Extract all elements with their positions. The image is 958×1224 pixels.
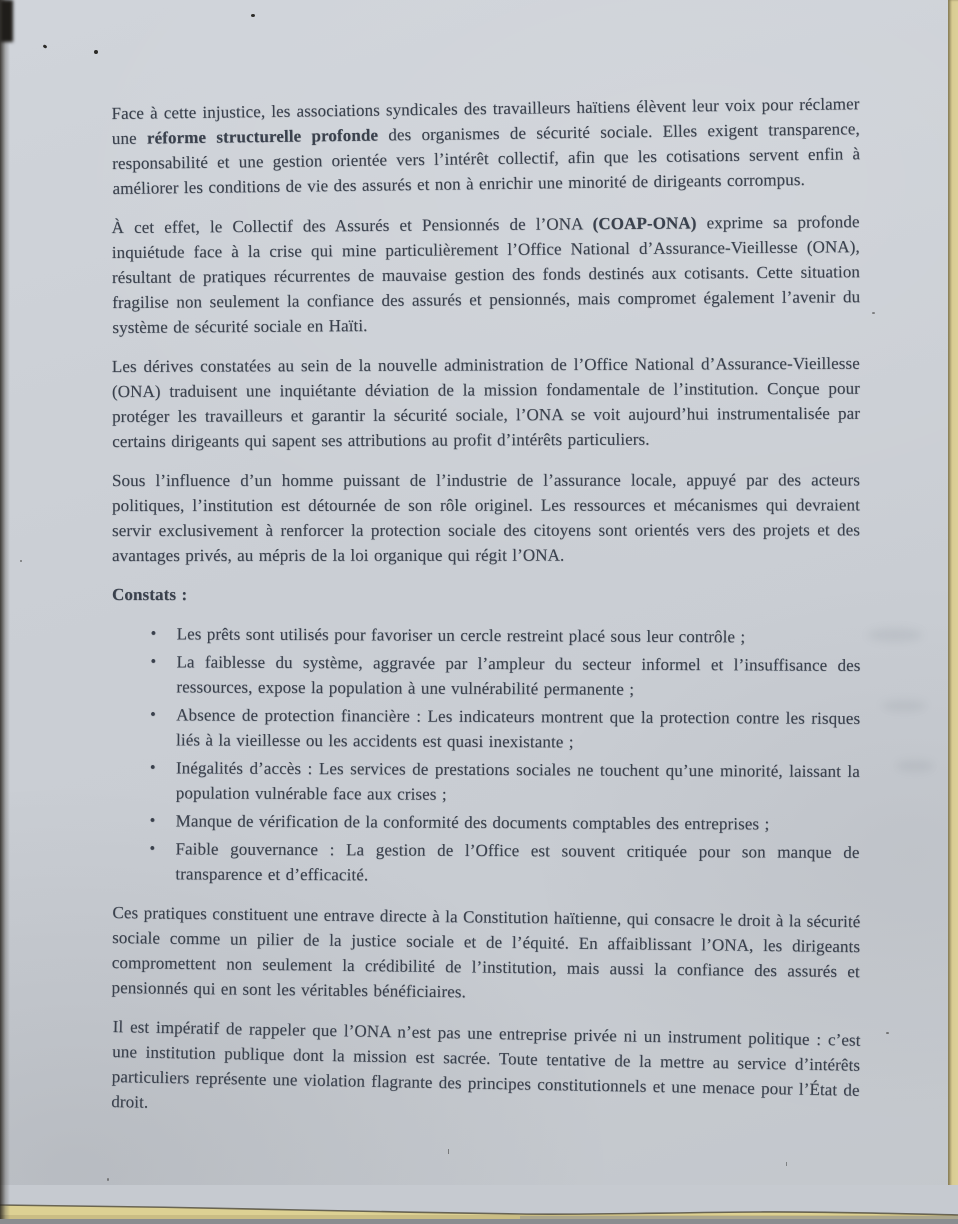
paper-smudge (896, 760, 934, 772)
paragraph-imperatif: Il est impératif de rappeler que l’ONA n’est pas une entreprise privée ni un instrument politique : c’est une institution publique dont la mission est sacrée. Toute tentative de la mettre au service d’intérêts particuliers représente une violation flagrante des principes constitutionnels et une menace pour l’État de droit. (111, 1017, 861, 1112)
constats-heading: Constats : (111, 584, 188, 604)
photo-top-left-corner (0, 0, 13, 42)
paper-smudge (882, 700, 926, 712)
paper-speck (448, 1149, 449, 1154)
paper-speck (251, 14, 255, 17)
paragraph-coap-ona (112, 209, 861, 340)
paper-speck (872, 312, 875, 314)
paragraph-injustice (111, 91, 860, 201)
underlying-sheet-right-edge (948, 0, 958, 1219)
page-bottom-curl (0, 1185, 958, 1219)
paragraph-text: Face à cette injustice, les associations syndicales des travailleurs haïtiens élèvent leur voix pour réclamer une (111, 94, 860, 149)
list-item-absence-protection: • Absence de protection financière : Les indicateurs montrent que la protection contre les risques liés à la vieillesse ou les accidents est quasi inexistante ; (112, 702, 860, 756)
document-text-block (111, 94, 861, 1128)
bold-phrase-coap-ona: (COAP-ONA) (592, 213, 697, 234)
photo-left-edge-shadow (0, 0, 10, 1219)
list-item-prets: • Les prêts sont utilisés pour favoriser un cercle restreint placé sous leur contrôle ; (113, 621, 861, 650)
list-item-faible-gouvernance: • Faible gouvernance : La gestion de l’Office est souvent critiquée pour son manque de transparence et d’efficacité. (111, 836, 859, 890)
paragraph-derives: Les dérives constatées au sein de la nouvelle administration de l’Office National d’Assurance-Vieillesse (ONA) traduisent une inquiétante déviation de la mission fondamentale de l’institution. Conçue pour protéger les travailleurs et garantir la sécurité sociale, l’ONA se voit aujourd’hui instrumentalisée par certains dirigeants qui sapent ses attributions au profit d’intérêts particuliers. (111, 353, 861, 451)
paper-speck (43, 44, 48, 49)
paragraph-text: des organismes de sécurité sociale. Elles exigent transparence, responsabilité et une gestion orientée vers l’intérêt collectif, afin que les cotisations servent enfin à améliorer les conditions de vie des assurés et non à enrichir une minorité de dirigeants corrompus. (112, 119, 861, 198)
list-item-manque-verification: • Manque de vérification de la conformité des documents comptables des entreprises ; (112, 808, 860, 837)
paper-speck (107, 1178, 109, 1181)
paragraph-text: À cet effet, le Collectif des Assurés et Pensionnés de l’ONA (111, 214, 593, 238)
paragraph-text: exprime sa profonde inquiétude face à la crise qui mine particulièrement l’Office National d’Assurance-Vieillesse (ONA), résultant de pratiques récurrentes de mauvaise gestion des fonds destinés aux cotisants. Cette situation fragilise non seulement la confiance des assurés et pensionnés, mais compromet également l’avenir du système de sécurité sociale en Haïti. (111, 212, 861, 337)
bold-phrase-reforme: réforme structurelle profonde (146, 125, 379, 148)
list-item-inegalites-acces: • Inégalités d’accès : Les services de prestations sociales ne touchent qu’une minorité, laissant la population vulnérable face aux crises ; (112, 755, 860, 809)
paragraph-influence: Sous l’influence d’un homme puissant de l’industrie de l’assurance locale, appuyé par des acteurs politiques, l’institution est détournée de son rôle originel. Les ressources et mécanismes qui devraient servir exclusivement à renforcer la protection sociale des citoyens sont orientés vers des projets et des avantages privés, au mépris de la loi organique qui régit l’ONA. (111, 470, 861, 565)
paper-speck (786, 1162, 787, 1166)
paragraph-constitution: Ces pratiques constituent une entrave directe à la Constitution haïtienne, qui consacre le droit à la sécurité sociale comme un pilier de la justice sociale et de l’équité. En affaiblissant l’ONA, les dirigeants compromettent non seulement la crédibilité de l’institution, mais aussi la confiance des assurés et pensionnés qui en sont les véritables bénéficiaires. (111, 903, 861, 1002)
paper-speck (94, 50, 98, 54)
paper-speck (20, 560, 22, 562)
paper-speck (886, 1032, 889, 1034)
underlying-sheet-bottom-edge (0, 1185, 958, 1219)
list-item-faiblesse-systeme: • La faiblesse du système, aggravée par l’ampleur du secteur informel et l’insuffisance des ressources, expose la population à une vulnérabilité permanente ; (112, 649, 860, 703)
constats-list (111, 621, 860, 890)
paper-smudge (868, 628, 922, 642)
